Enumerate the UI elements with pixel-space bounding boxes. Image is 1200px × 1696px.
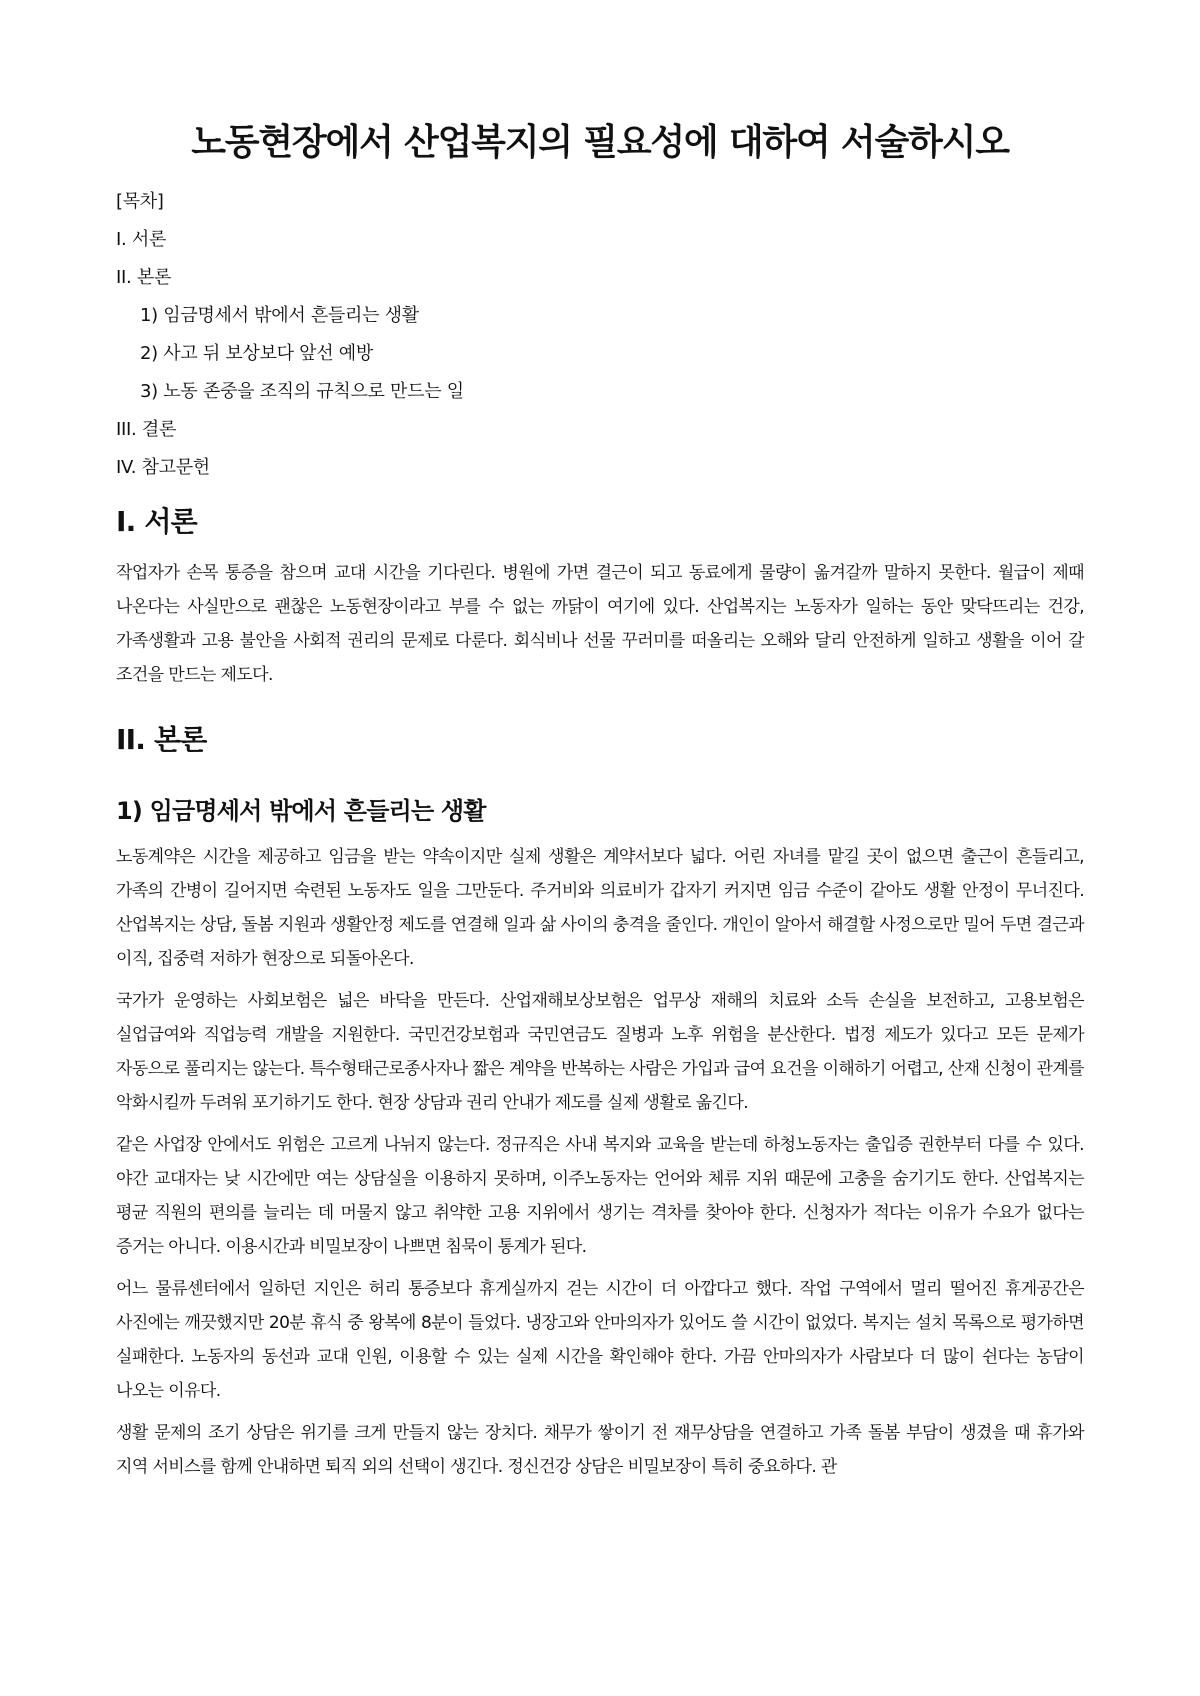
table-of-contents [116, 190, 1084, 480]
body-paragraph: 작업자가 손목 통증을 참으며 교대 시간을 기다린다. 병원에 가면 결근이 되고 동료에게 물량이 옮겨갈까 말하지 못한다. 월급이 제때 나온다는 사실만으로 괜찮은 노동현장이라고 부를 수 없는 까닭이 여기에 있다. 산업복지는 노동자가 일하는 동안 맞닥뜨리는 건강, 가족생활과 고용 불안을 사회적 권리의 문제로 다룬다. 회식비나 선물 꾸러미를 떠올리는 오해와 달리 안전하게 일하고 생활을 이어 갈 조건을 만드는 제도다. [116, 563, 1084, 685]
section-spacer [116, 700, 1084, 720]
toc-item: III. 결론 [116, 419, 177, 440]
document-page [116, 118, 1084, 1492]
page-title: 노동현장에서 산업복지의 필요성에 대하여 서술하시오 [191, 122, 1009, 163]
subsection-heading: 1) 임금명세서 밖에서 흔들리는 생활 [116, 797, 486, 825]
section-spacer [116, 774, 1084, 794]
section-heading-intro: I. 서론 [116, 505, 197, 538]
body-paragraph: 노동계약은 시간을 제공하고 임금을 받는 약속이지만 실제 생활은 계약서보다 넓다. 어린 자녀를 맡길 곳이 없으면 출근이 흔들리고, 가족의 간병이 길어지면 숙련된 노동자도 일을 그만둔다. 주거비와 의료비가 갑자기 커지면 임금 수준이 같아도 생활 안정이 무너진다. 산업복지는 상담, 돌봄 지원과 생활안정 제도를 연결해 일과 삶 사이의 충격을 줄인다. 개인이 알아서 해결할 사정으로만 밀어 두면 결근과 이직, 집중력 저하가 현장으로 되돌아온다. [116, 847, 1084, 969]
body-paragraph: 같은 사업장 안에서도 위험은 고르게 나뉘지 않는다. 정규직은 사내 복지와 교육을 받는데 하청노동자는 출입증 권한부터 다를 수 있다. 야간 교대자는 낮 시간에만 여는 상담실을 이용하지 못하며, 이주노동자는 언어와 체류 지위 때문에 고충을 숨기기도 한다. 산업복지는 평균 직원의 편의를 늘리는 데 머물지 않고 취약한 고용 지위에서 생기는 격차를 찾아야 한다. 신청자가 적다는 이유가 수요가 없다는 증거는 아니다. 이용시간과 비밀보장이 나쁘면 침묵이 통계가 된다. [116, 1135, 1084, 1257]
toc-item: 3) 노동 존중을 조직의 규칙으로 만드는 일 [140, 381, 464, 402]
toc-item: 2) 사고 뒤 보상보다 앞선 예방 [140, 343, 373, 364]
toc-item: II. 본론 [116, 267, 172, 288]
body-paragraph: 생활 문제의 조기 상담은 위기를 크게 만들지 않는 장치다. 채무가 쌓이기 전 재무상담을 연결하고 가족 돌봄 부담이 생겼을 때 휴가와 지역 서비스를 함께 안내하면 퇴직 외의 선택이 생긴다. 정신건강 상담은 비밀보장이 특히 중요하다. 관 [116, 1423, 1084, 1477]
toc-item: 1) 임금명세서 밖에서 흔들리는 생활 [140, 305, 419, 326]
body-paragraph: 어느 물류센터에서 일하던 지인은 허리 통증보다 휴게실까지 걷는 시간이 더 아깝다고 했다. 작업 구역에서 멀리 떨어진 휴게공간은 사진에는 깨끗했지만 20분 휴식 중 왕복에 8분이 들었다. 냉장고와 안마의자가 있어도 쓸 시간이 없었다. 복지는 설치 목록으로 평가하면 실패한다. 노동자의 동선과 교대 인원, 이용할 수 있는 실제 시간을 확인해야 한다. 가끔 안마의자가 사람보다 더 많이 쉰다는 농담이 나오는 이유다. [116, 1279, 1084, 1401]
toc-item: IV. 참고문헌 [116, 457, 210, 478]
toc-item: I. 서론 [116, 229, 167, 250]
toc-heading: [목차] [116, 191, 164, 212]
body-paragraph: 국가가 운영하는 사회보험은 넓은 바닥을 만든다. 산업재해보상보험은 업무상 재해의 치료와 소득 손실을 보전하고, 고용보험은 실업급여와 직업능력 개발을 지원한다. 국민건강보험과 국민연금도 질병과 노후 위험을 분산한다. 법정 제도가 있다고 모든 문제가 자동으로 풀리지는 않는다. 특수형태근로종사자나 짧은 계약을 반복하는 사람은 가입과 급여 요건을 이해하기 어렵고, 산재 신청이 관계를 악화시킬까 두려워 포기하기도 한다. 현장 상담과 권리 안내가 제도를 실제 생활로 옮긴다. [116, 991, 1084, 1113]
section-heading-body: II. 본론 [116, 723, 207, 756]
